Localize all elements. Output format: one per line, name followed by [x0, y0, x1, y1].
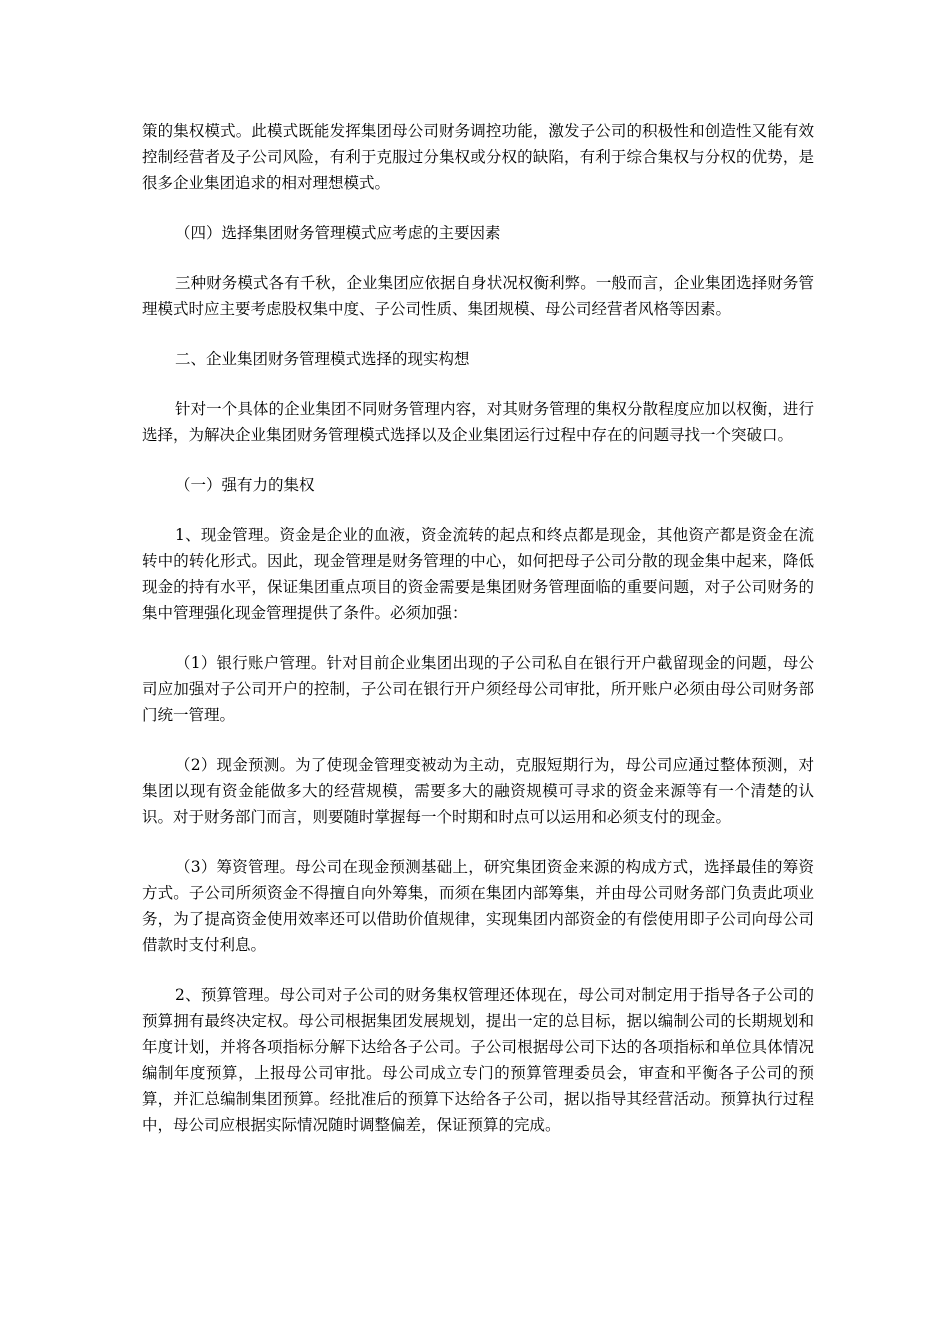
paragraph-cash-management: 1、现金管理。资金是企业的血液，资金流转的起点和终点都是现金，其他资产都是资金在流转中的转化形式。因此，现金管理是财务管理的中心，如何把母子公司分散的现金集中起来，降低现金的持有水平，保证集团重点项目的资金需要是集团财务管理面临的重要问题，对子公司财务的集中管理强化现金管理提供了条件。必须加强：: [142, 526, 814, 622]
paragraph-concept: 针对一个具体的企业集团不同财务管理内容，对其财务管理的集权分散程度应加以权衡，进行选择，为解决企业集团财务管理模式选择以及企业集团运行过程中存在的问题寻找一个突破口。: [142, 400, 814, 444]
paragraph-continuation: 策的集权模式。此模式既能发挥集团母公司财务调控功能，激发子公司的积极性和创造性又能有效控制经营者及子公司风险，有利于克服过分集权或分权的缺陷，有利于综合集权与分权的优势，是很多企业集团追求的相对理想模式。: [142, 122, 814, 192]
section-heading-factors: （四）选择集团财务管理模式应考虑的主要因素: [175, 224, 501, 242]
document-page: [142, 118, 814, 1162]
paragraph-bank-account: （1）银行账户管理。针对目前企业集团出现的子公司私自在银行开户截留现金的问题，母公司应加强对子公司开户的控制，子公司在银行开户须经母公司审批，所开账户必须由母公司财务部门统一管理。: [142, 654, 814, 724]
section-heading-centralization: （一）强有力的集权: [175, 476, 315, 494]
section-heading-realistic-concept: 二、企业集团财务管理模式选择的现实构想: [175, 350, 470, 368]
paragraph-financing: （3）筹资管理。母公司在现金预测基础上，研究集团资金来源的构成方式，选择最佳的筹资方式。子公司所须资金不得擅自向外筹集，而须在集团内部筹集，并由母公司财务部门负责此项业务，为了提高资金使用效率还可以借助价值规律，实现集团内部资金的有偿使用即子公司向母公司借款时支付利息。: [142, 858, 814, 954]
paragraph-budget-management: 2、预算管理。母公司对子公司的财务集权管理还体现在，母公司对制定用于指导各子公司的预算拥有最终决定权。母公司根据集团发展规划，提出一定的总目标，据以编制公司的长期规划和年度计划，并将各项指标分解下达给各子公司。子公司根据母公司下达的各项指标和单位具体情况编制年度预算，上报母公司审批。母公司成立专门的预算管理委员会，审查和平衡各子公司的预算，并汇总编制集团预算。经批准后的预算下达给各子公司，据以指导其经营活动。预算执行过程中，母公司应根据实际情况随时调整偏差，保证预算的完成。: [142, 986, 814, 1134]
paragraph-cash-forecast: （2）现金预测。为了使现金管理变被动为主动，克服短期行为，母公司应通过整体预测，对集团以现有资金能做多大的经营规模，需要多大的融资规模可寻求的资金来源等有一个清楚的认识。对于财务部门而言，则要随时掌握每一个时期和时点可以运用和必须支付的现金。: [142, 756, 814, 826]
paragraph-factors: 三种财务模式各有千秋，企业集团应依据自身状况权衡利弊。一般而言，企业集团选择财务管理模式时应主要考虑股权集中度、子公司性质、集团规模、母公司经营者风格等因素。: [142, 274, 814, 318]
